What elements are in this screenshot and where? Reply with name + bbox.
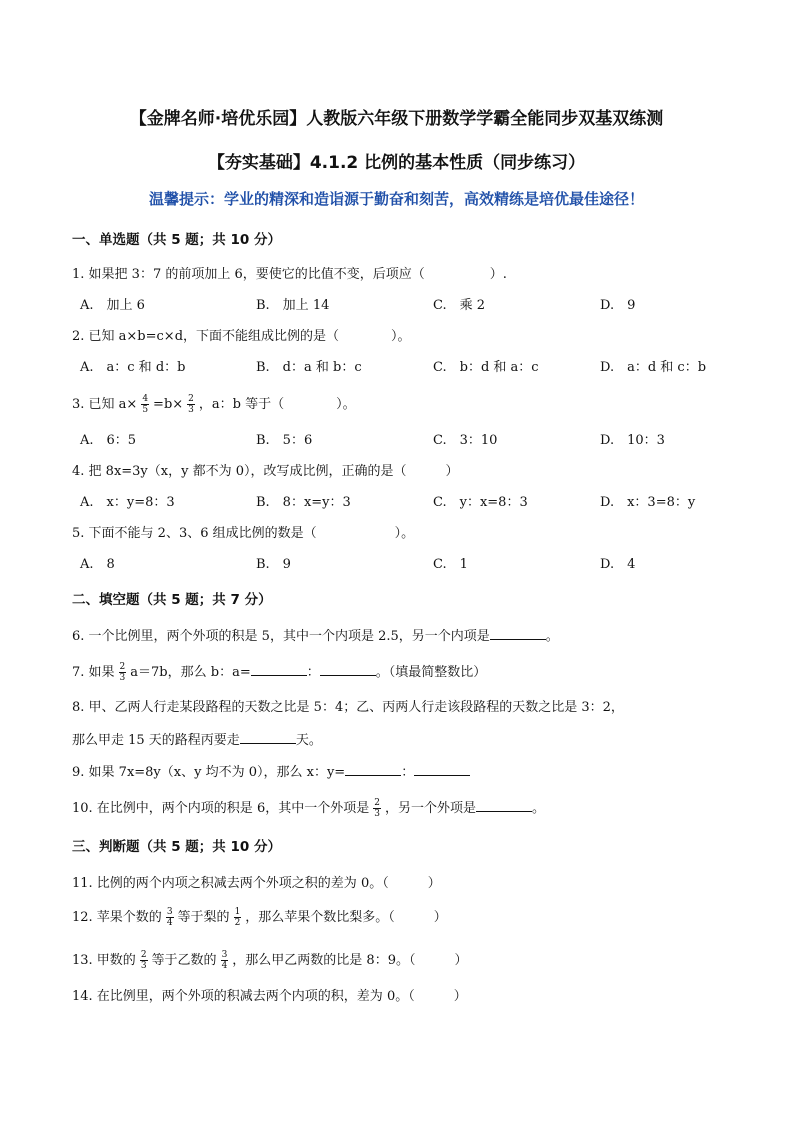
option-c[interactable]: C. b：d 和 a：c bbox=[433, 360, 539, 375]
option-a[interactable]: A. 加上 6 bbox=[80, 298, 145, 313]
denominator: 3 bbox=[140, 961, 147, 971]
section-heading-true-false: 三、判断题（共 5 题；共 10 分） bbox=[72, 839, 281, 855]
q12-pre: 12. 苹果个数的 bbox=[72, 910, 162, 925]
numerator: 1 bbox=[234, 907, 241, 917]
denominator: 3 bbox=[188, 405, 194, 415]
question-14: 14. 在比例里，两个外项的积减去两个内项的积，差为 0。（ ） bbox=[72, 989, 467, 1004]
question-7 bbox=[72, 662, 486, 683]
q3-mid: =b× bbox=[153, 397, 184, 412]
option-d[interactable]: D. x：3=8：y bbox=[600, 495, 696, 510]
q7-post: 。（填最简整数比） bbox=[375, 665, 487, 680]
option-a[interactable]: A. 6：5 bbox=[80, 433, 137, 448]
question-5: 5. 下面不能与 2、3、6 组成比例的数是（ ）。 bbox=[72, 526, 415, 541]
option-a[interactable]: A. a：c 和 d：b bbox=[80, 360, 186, 375]
option-c[interactable]: C. y：x=8：3 bbox=[433, 495, 528, 510]
numerator: 4 bbox=[142, 394, 149, 404]
fraction bbox=[141, 394, 149, 415]
question-6 bbox=[72, 627, 559, 647]
question-1: 1. 如果把 3：7 的前项加上 6，要使它的比值不变，后项应（ ）. bbox=[72, 267, 507, 282]
question-3 bbox=[72, 394, 356, 415]
q9-colon: ： bbox=[401, 765, 415, 780]
numerator: 3 bbox=[221, 950, 228, 960]
fraction bbox=[119, 662, 127, 683]
fraction bbox=[373, 798, 381, 819]
option-d[interactable]: D. 10：3 bbox=[600, 433, 665, 448]
option-a[interactable]: A. x：y=8：3 bbox=[80, 495, 175, 510]
q10-post: ，另一个外项是 bbox=[384, 801, 476, 816]
denominator: 4 bbox=[166, 918, 173, 928]
question-13 bbox=[72, 950, 467, 971]
section-heading-single-choice: 一、单选题（共 5 题；共 10 分） bbox=[72, 232, 281, 248]
option-d[interactable]: D. 4 bbox=[600, 557, 636, 572]
option-b[interactable]: B. 加上 14 bbox=[256, 298, 330, 313]
numerator: 3 bbox=[166, 907, 173, 917]
answer-blank[interactable] bbox=[240, 731, 296, 744]
option-c[interactable]: C. 3：10 bbox=[433, 433, 498, 448]
q6-text: 6. 一个比例里，两个外项的积是 5，其中一个内项是 2.5，另一个内项是 bbox=[72, 629, 490, 644]
denominator: 3 bbox=[374, 809, 380, 819]
q10-end: 。 bbox=[531, 801, 545, 816]
page-subtitle: 【夯实基础】4.1.2 比例的基本性质（同步练习） bbox=[207, 153, 586, 173]
fraction bbox=[221, 950, 229, 971]
question-10 bbox=[72, 798, 545, 819]
section-heading-fill-blank: 二、填空题（共 5 题；共 7 分） bbox=[72, 592, 272, 608]
answer-blank[interactable] bbox=[414, 763, 470, 776]
answer-blank[interactable] bbox=[490, 627, 546, 640]
answer-blank[interactable] bbox=[251, 663, 307, 676]
option-b[interactable]: B. 5：6 bbox=[256, 433, 313, 448]
option-a[interactable]: A. 8 bbox=[80, 557, 115, 572]
fraction bbox=[166, 907, 174, 928]
q7-colon: ： bbox=[306, 665, 320, 680]
question-8-line-2 bbox=[72, 731, 322, 751]
answer-blank[interactable] bbox=[476, 799, 532, 812]
q13-post: ，那么甲乙两数的比是 8：9。（ ） bbox=[232, 953, 468, 968]
warm-tip: 温馨提示：学业的精深和造诣源于勤奋和刻苦，高效精练是培优最佳途径！ bbox=[148, 190, 644, 208]
option-d[interactable]: D. 9 bbox=[600, 298, 636, 313]
page-title: 【金牌名师·培优乐园】人教版六年级下册数学学霸全能同步双基双练测 bbox=[129, 109, 664, 129]
question-12 bbox=[72, 907, 447, 928]
answer-blank[interactable] bbox=[345, 763, 401, 776]
q13-mid: 等于乙数的 bbox=[151, 953, 217, 968]
q3-post: ，a：b 等于（ ）。 bbox=[198, 397, 356, 412]
numerator: 2 bbox=[374, 798, 380, 808]
q8-post: 天。 bbox=[295, 733, 322, 748]
q12-mid: 等于梨的 bbox=[177, 910, 230, 925]
question-11: 11. 比例的两个内项之积减去两个外项之积的差为 0。（ ） bbox=[72, 876, 441, 891]
fraction bbox=[234, 907, 242, 928]
question-4: 4. 把 8x=3y（x，y 都不为 0），改写成比例，正确的是（ ） bbox=[72, 464, 459, 479]
q12-post: ，那么苹果个数比梨多。（ ） bbox=[245, 910, 447, 925]
denominator: 3 bbox=[119, 673, 126, 683]
q13-pre: 13. 甲数的 bbox=[72, 953, 136, 968]
option-b[interactable]: B. 8：x=y：3 bbox=[256, 495, 351, 510]
option-b[interactable]: B. 9 bbox=[256, 557, 291, 572]
numerator: 2 bbox=[119, 662, 126, 672]
option-c[interactable]: C. 1 bbox=[433, 557, 468, 572]
numerator: 2 bbox=[188, 394, 194, 404]
q3-pre: 3. 已知 a× bbox=[72, 397, 138, 412]
q9-pre: 9. 如果 7x=8y（x、y 均不为 0），那么 x：y= bbox=[72, 765, 346, 780]
question-8-line-1: 8. 甲、乙两人行走某段路程的天数之比是 5：4；乙、丙两人行走该段路程的天数之比是 3：2， bbox=[72, 700, 624, 715]
q7-mid: a＝7b，那么 b：a= bbox=[130, 665, 251, 680]
q7-pre: 7. 如果 bbox=[72, 665, 115, 680]
option-c[interactable]: C. 乘 2 bbox=[433, 298, 486, 313]
option-d[interactable]: D. a：d 和 c：b bbox=[600, 360, 707, 375]
fraction bbox=[187, 394, 195, 415]
numerator: 2 bbox=[140, 950, 147, 960]
denominator: 2 bbox=[234, 918, 241, 928]
fraction bbox=[140, 950, 148, 971]
denominator: 4 bbox=[221, 961, 228, 971]
question-9 bbox=[72, 763, 470, 783]
q6-post: 。 bbox=[545, 629, 559, 644]
question-2: 2. 已知 a×b=c×d，下面不能组成比例的是（ ）。 bbox=[72, 329, 411, 344]
option-b[interactable]: B. d：a 和 b：c bbox=[256, 360, 362, 375]
denominator: 5 bbox=[142, 405, 149, 415]
answer-blank[interactable] bbox=[320, 663, 376, 676]
q8-pre: 那么甲走 15 天的路程丙要走 bbox=[72, 733, 240, 748]
q10-pre: 10. 在比例中，两个内项的积是 6，其中一个外项是 bbox=[72, 801, 370, 816]
